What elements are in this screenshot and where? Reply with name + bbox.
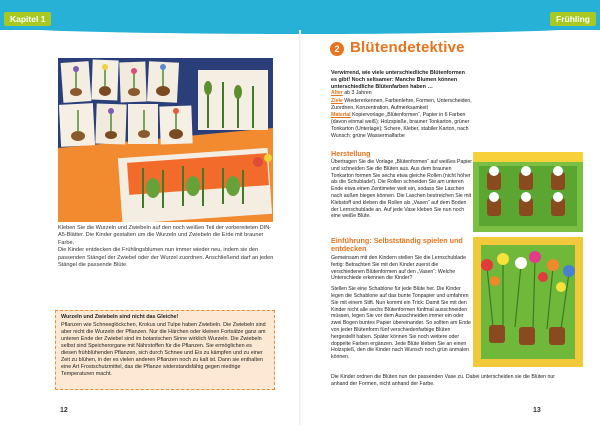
chapter-tag: Kapitel 1	[4, 12, 51, 26]
meta-value: ab 3 Jahren	[344, 90, 372, 96]
section-paragraph: Gemeinsam mit den Kindern stellen Sie die Lernschublade fertig: Betrachten Sie mit den Kinder zuerst die verschiedenen Blütenformen auf den „Vasen“: Welche Unterschiede erkennen die Kinder?	[331, 255, 466, 282]
meta-label: Material	[331, 112, 351, 119]
section-text-introduction	[331, 255, 473, 365]
meta-list	[331, 90, 473, 141]
season-tag: Frühling	[550, 12, 596, 26]
craft-photo-roots	[58, 58, 273, 222]
page-fold	[299, 30, 301, 425]
meta-value: Wiedererkennen, Farbenlehre, Formen, Unterscheiden, Zuordnen, Konzentration, Aufmerksamkeit	[331, 97, 472, 111]
meta-item-age	[331, 90, 473, 97]
caption-paragraph: Die Kinder entdecken die Frühlingsblumen nun immer wieder neu, indem sie den passenden Stängel der Zwiebel oder der Wurzel zuordnen. Anschließend darf an jeden Stängel die passende Blüte.	[58, 247, 274, 269]
craft-photo-flowers	[473, 237, 583, 367]
page-number-right: 13	[533, 407, 541, 414]
meta-value: Kopiervorlage „Blütenformen“, Papier in 6 Farben (davon einmal weiß); Holzspieße, brauner Tonkarton, grüner Tonkarton (Unterlage); Schere, Kleber, stabiler Karton, nach Wunsch: grüne Wassermalfarbe	[331, 112, 470, 139]
section-paragraph: Stellen Sie eine Schablone für jede Blüte her. Die Kinder legen die Schablone auf das bunte Tonpapier und umfahren Sie mit einem Stift. Nun kommt ein Trick: Damit Sie mit den Kinder nicht alle sechs Blütenformen fünfmal ausschneiden müssen, legen Sie vor dem Ausschneiden immer ein oder zwei Bogen buntes Papier übereinander. So sollten am Ende von jeder Blütenform fünf verschiedenfarbige Blüten hergestellt haben. Später können Sie noch weitere oder doppelte Farben ergänzen. Jede Blüte kleben Sie an einen Holzspieß, den die Kinder nach Wunsch noch grün anmalen können.	[331, 286, 471, 361]
section-text-production: Übertragen Sie die Vorlage „Blütenformen“ auf weißes Papier und schneiden Sie die Blüten aus. Aus dem braunen Tonkarton formen Sie sechs etwa gleiche Rollen (nicht höher als die Schublade!). Die Rollen schneiden Sie am unteren Ende etwa einen Zentimeter weit ein, sodass Sie Laschen nach außen biegen können. Die Laschen bestreichen Sie mit Klebstoff und kleben die Rollen als „Vasen“ auf dem Boden der Lernschublade an. Auf jede Vase kleben Sie nun noch eine weiße Blüte.	[331, 159, 473, 220]
intro-text: Verwirrend, wie viele unterschiedliche Blütenformen es gibt! Noch seltsamer: Manche Blumen können unterschiedliche Blütenfarben haben …	[331, 70, 465, 90]
section-title-introduction: Einführung: Selbstständig spielen und entdecken	[331, 236, 463, 253]
section-title-production: Herstellung	[331, 149, 371, 158]
page-number-left: 12	[60, 407, 68, 414]
craft-photo-vases	[473, 152, 583, 232]
info-box-text: Pflanzen wie Schneeglöckchen, Krokus und Tulpe haben Zwiebeln. Die Zwiebeln sind aber nicht die Wurzeln der Pflanzen. Nur die Härchen oder kleinen Fortsätze ganz am unteren Ende der Zwiebel sind im botanischen Sinne wirklich Wurzeln. Die Zwiebeln selbst sind Speicherorgane mit Nährstoffen für die Pflanzen. Sie ermöglichen es diesen frühblühenden Pflanzen, sich durch Schnee und Eis zu kämpfen und zu einer Zeit zu blühen, in der es vielen anderen Pflanzen noch zu kalt ist. Dann sie enthalten eine Art Frostschutzmittel, das die Pflanze widerstandsfähig gegen niedrige Temperaturen macht.	[61, 322, 266, 377]
caption-paragraph: Kleben Sie die Wurzeln und Zwiebeln auf den noch weißen Teil der vorbereiteten DIN-A5-Blätter. Die Kinder gestalten um die Wurzeln und Zwiebeln die Erde mit brauner Farbe.	[58, 225, 272, 246]
activity-number-badge: 2	[330, 42, 344, 56]
info-box-title: Wurzeln und Zwiebeln sind nicht das Gleiche!	[61, 314, 179, 320]
photo-caption	[58, 225, 278, 269]
info-box	[55, 310, 275, 390]
meta-item-goals	[331, 98, 473, 112]
activity-title: Blütendetektive	[350, 39, 465, 56]
meta-label: Ziele	[331, 97, 343, 104]
meta-label: Alter	[331, 90, 343, 96]
final-text: Die Kinder ordnen die Blüten nun der passenden Vase zu. Dabei unterscheiden sie die Blüten nur anhand der Formen, nicht anhand der Farbe.	[331, 374, 555, 387]
meta-item-material	[331, 112, 473, 139]
